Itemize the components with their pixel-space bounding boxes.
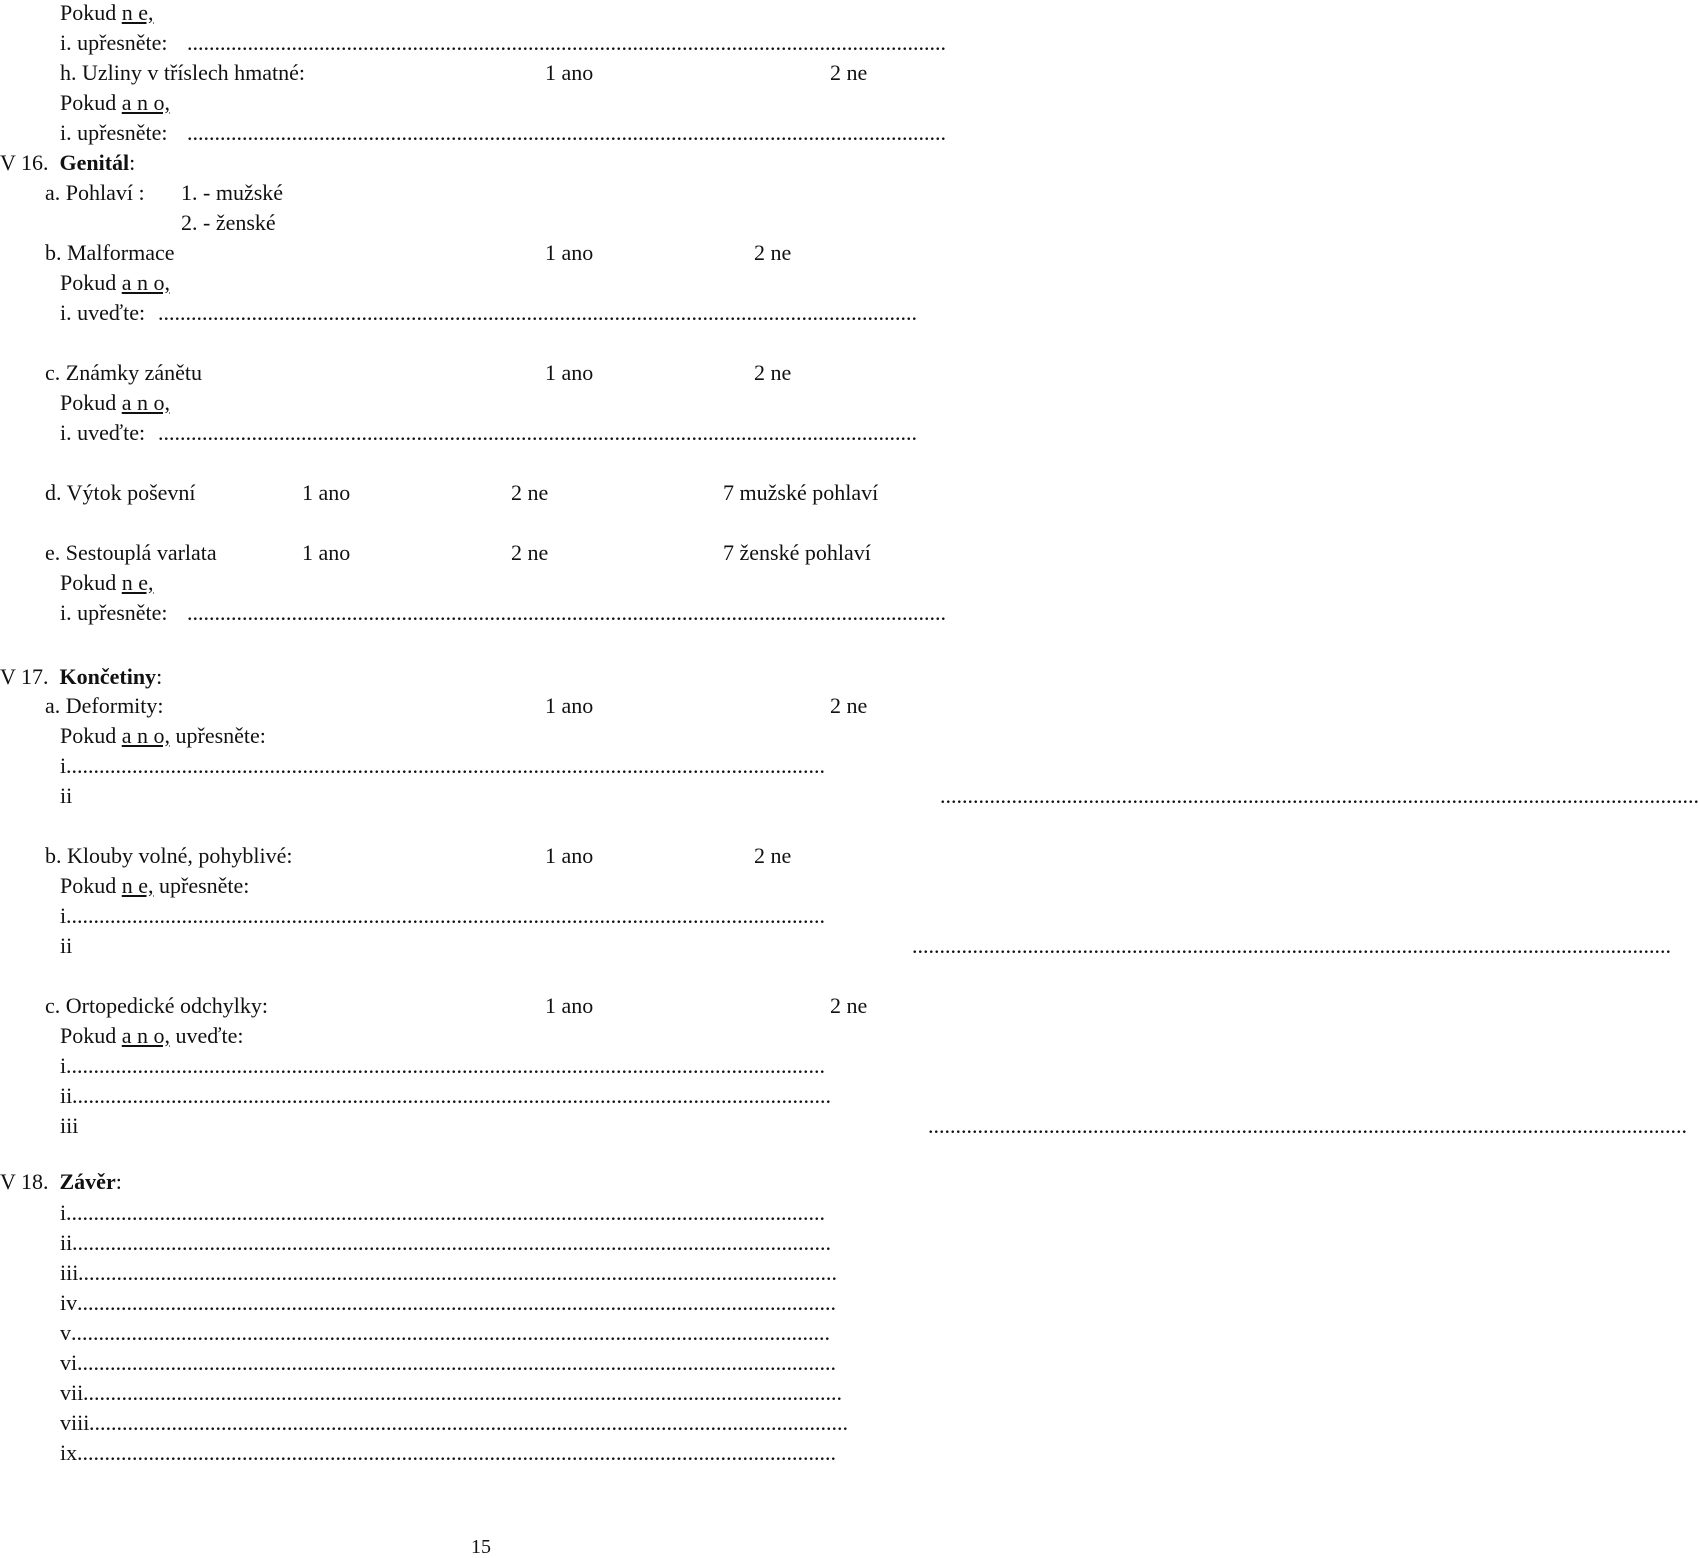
- option-yes[interactable]: 1 ano: [545, 843, 594, 868]
- conclusion-item-label: i: [60, 1200, 67, 1225]
- conclusion-item-label: vii: [60, 1380, 84, 1405]
- pokud-line: Pokud n e,: [60, 570, 154, 595]
- conclusion-fill-line[interactable]: ..........................................................................................................................................: [77, 1290, 836, 1315]
- conclusion-fill-line[interactable]: ..........................................................................................................................................: [77, 1350, 836, 1375]
- conclusion-item-label: v: [60, 1320, 71, 1345]
- conclusion-fill-line[interactable]: ..........................................................................................................................................: [77, 1440, 836, 1465]
- conclusion-fill-line[interactable]: ..........................................................................................................................................: [66, 1200, 825, 1225]
- conclusion-item-label: iii: [60, 1260, 79, 1285]
- option-yes[interactable]: 1 ano: [545, 360, 594, 385]
- pokud-line: Pokud a n o, upřesněte:: [60, 723, 266, 748]
- underlined-answer: n e,: [121, 570, 154, 595]
- question-b-label: b. Klouby volné, pohyblivé:: [45, 843, 293, 868]
- fill-line[interactable]: ..........................................................................................................................................: [66, 753, 825, 778]
- underlined-answer: a n o,: [121, 390, 171, 415]
- fill-line[interactable]: ..........................................................................................................................................: [912, 933, 1671, 958]
- underlined-answer: a n o,: [121, 270, 171, 295]
- option-male[interactable]: 1. - mužské: [181, 180, 284, 205]
- item-label: i: [60, 903, 67, 928]
- option-no[interactable]: 2 ne: [511, 540, 549, 565]
- conclusion-item-label: ii: [60, 1230, 73, 1255]
- fill-line[interactable]: ..........................................................................................................................................: [158, 420, 917, 445]
- option-female-sex[interactable]: 7 ženské pohlaví: [723, 540, 871, 565]
- section-v18-heading: V 18. Závěr:: [0, 1169, 122, 1194]
- conclusion-item-label: vi: [60, 1350, 78, 1375]
- underlined-answer: a n o,: [121, 90, 171, 115]
- question-c-label: c. Ortopedické odchylky:: [45, 993, 268, 1018]
- fill-line[interactable]: ..........................................................................................................................................: [940, 783, 1699, 808]
- option-no[interactable]: 2 ne: [830, 60, 868, 85]
- fill-line[interactable]: ..........................................................................................................................................: [72, 1083, 831, 1108]
- option-no[interactable]: 2 ne: [511, 480, 549, 505]
- conclusion-fill-line[interactable]: ..........................................................................................................................................: [78, 1260, 837, 1285]
- option-yes[interactable]: 1 ano: [545, 240, 594, 265]
- specify-label: i. upřesněte:: [60, 30, 168, 55]
- fill-line[interactable]: ..........................................................................................................................................: [928, 1113, 1687, 1138]
- question-b-label: b. Malformace: [45, 240, 175, 265]
- section-v17-heading: V 17. Končetiny:: [0, 664, 163, 689]
- pokud-line: Pokud a n o, uveďte:: [60, 1023, 244, 1048]
- item-label: ii: [60, 933, 73, 958]
- fill-line[interactable]: ..........................................................................................................................................: [187, 600, 946, 625]
- option-yes[interactable]: 1 ano: [302, 480, 351, 505]
- option-no[interactable]: 2 ne: [830, 993, 868, 1018]
- option-male-sex[interactable]: 7 mužské pohlaví: [723, 480, 879, 505]
- pokud-line: Pokud a n o,: [60, 390, 171, 415]
- item-label: ii: [60, 783, 73, 808]
- underlined-answer: a n o,: [121, 1023, 171, 1048]
- option-yes[interactable]: 1 ano: [545, 993, 594, 1018]
- pokud-line: Pokud a n o,: [60, 270, 171, 295]
- specify-label: i. upřesněte:: [60, 120, 168, 145]
- option-female[interactable]: 2. - ženské: [181, 210, 276, 235]
- item-label: ii: [60, 1083, 73, 1108]
- fill-line[interactable]: ..........................................................................................................................................: [158, 300, 917, 325]
- specify-label: i. upřesněte:: [60, 600, 168, 625]
- section-v16-heading: V 16. Genitál:: [0, 150, 136, 175]
- question-c-label: c. Známky zánětu: [45, 360, 202, 385]
- item-label: i: [60, 753, 67, 778]
- conclusion-item-label: viii: [60, 1410, 90, 1435]
- option-yes[interactable]: 1 ano: [545, 60, 594, 85]
- conclusion-item-label: ix: [60, 1440, 78, 1465]
- pokud-line: Pokud n e,: [60, 0, 154, 25]
- conclusion-item-label: iv: [60, 1290, 78, 1315]
- conclusion-fill-line[interactable]: ..........................................................................................................................................: [72, 1230, 831, 1255]
- option-no[interactable]: 2 ne: [754, 240, 792, 265]
- underlined-answer: n e,: [121, 0, 154, 25]
- conclusion-fill-line[interactable]: ..........................................................................................................................................: [71, 1320, 830, 1345]
- item-label: iii: [60, 1113, 79, 1138]
- fill-line[interactable]: ..........................................................................................................................................: [66, 903, 825, 928]
- question-e-label: e. Sestouplá varlata: [45, 540, 217, 565]
- option-yes[interactable]: 1 ano: [302, 540, 351, 565]
- option-no[interactable]: 2 ne: [830, 693, 868, 718]
- underlined-answer: n e,: [121, 873, 154, 898]
- question-a-label: a. Pohlaví :: [45, 180, 145, 205]
- pokud-line: Pokud n e, upřesněte:: [60, 873, 250, 898]
- question-a-label: a. Deformity:: [45, 693, 164, 718]
- conclusion-fill-line[interactable]: ..........................................................................................................................................: [89, 1410, 848, 1435]
- option-no[interactable]: 2 ne: [754, 843, 792, 868]
- state-label: i. uveďte:: [60, 300, 146, 325]
- option-no[interactable]: 2 ne: [754, 360, 792, 385]
- option-yes[interactable]: 1 ano: [545, 693, 594, 718]
- state-label: i. uveďte:: [60, 420, 146, 445]
- page-number: 15: [471, 1536, 491, 1558]
- item-label: i: [60, 1053, 67, 1078]
- fill-line[interactable]: ..........................................................................................................................................: [187, 30, 946, 55]
- fill-line[interactable]: ..........................................................................................................................................: [187, 120, 946, 145]
- pokud-line: Pokud a n o,: [60, 90, 171, 115]
- conclusion-fill-line[interactable]: ..........................................................................................................................................: [83, 1380, 842, 1405]
- underlined-answer: a n o,: [121, 723, 171, 748]
- fill-line[interactable]: ..........................................................................................................................................: [66, 1053, 825, 1078]
- question-d-label: d. Výtok poševní: [45, 480, 196, 505]
- question-h-label: h. Uzliny v tříslech hmatné:: [60, 60, 305, 85]
